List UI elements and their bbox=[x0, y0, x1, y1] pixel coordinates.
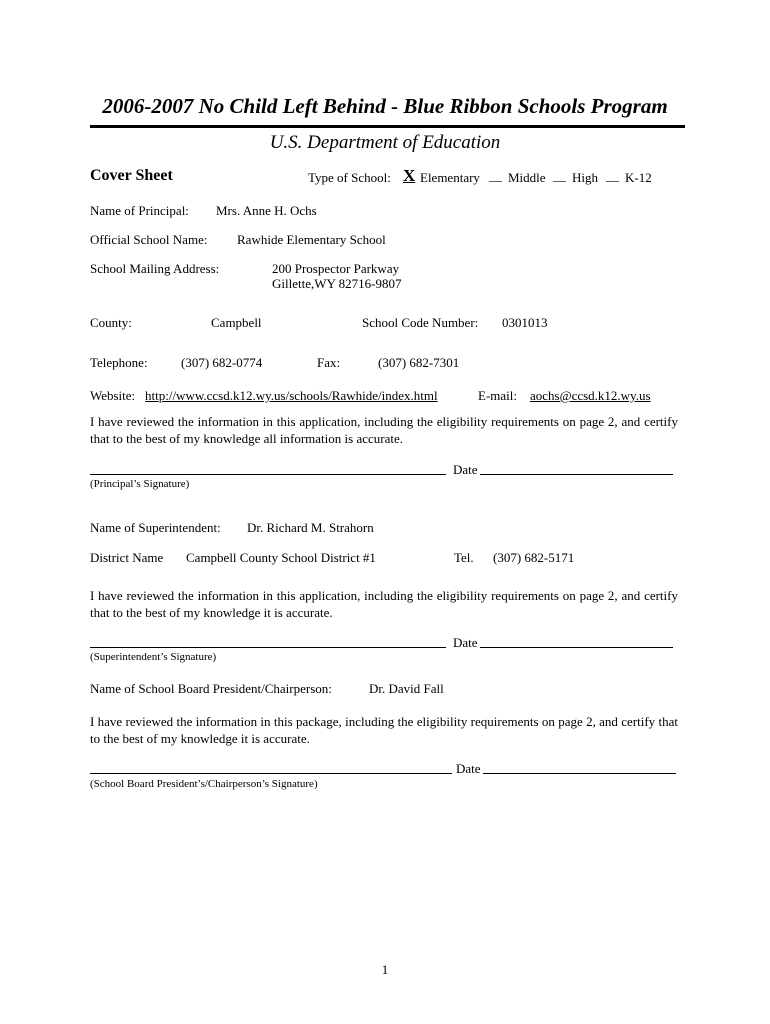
mailing-address-line1: 200 Prospector Parkway bbox=[272, 261, 400, 276]
district-tel-label: Tel. bbox=[454, 550, 474, 565]
cover-sheet-heading: Cover Sheet bbox=[90, 167, 173, 184]
superintendent-name-label: Name of Superintendent: bbox=[90, 520, 221, 535]
superintendent-date-line[interactable] bbox=[480, 647, 673, 648]
board-certification-text: I have reviewed the information in this package, including the eligibility requirements on page 2, and certify that to the best of my knowledge it is accurate. bbox=[90, 714, 678, 746]
county-label: County: bbox=[90, 315, 132, 330]
superintendent-date-label: Date bbox=[453, 635, 478, 650]
principal-date-label: Date bbox=[453, 462, 478, 477]
principal-name-value: Mrs. Anne H. Ochs bbox=[216, 203, 317, 218]
county-value: Campbell bbox=[211, 315, 262, 330]
superintendent-signature-caption: (Superintendent’s Signature) bbox=[90, 651, 217, 663]
telephone-label: Telephone: bbox=[90, 355, 148, 370]
fax-label: Fax: bbox=[317, 355, 341, 370]
school-type-label: Type of School: bbox=[308, 170, 391, 185]
school-type-middle-blank: __ bbox=[489, 168, 502, 183]
superintendent-certification-text: I have reviewed the information in this application, including the eligibility requirements on page 2, and certify that to the best of my knowledge it is accurate. bbox=[90, 588, 678, 620]
school-type-k12-blank: __ bbox=[606, 168, 619, 183]
school-type-middle: Middle bbox=[508, 170, 546, 185]
fax-value: (307) 682-7301 bbox=[378, 355, 460, 370]
principal-date-line[interactable] bbox=[480, 474, 673, 475]
principal-signature-caption: (Principal’s Signature) bbox=[90, 478, 190, 490]
principal-signature-line[interactable] bbox=[90, 474, 446, 475]
board-date-label: Date bbox=[456, 761, 481, 776]
mailing-address-label: School Mailing Address: bbox=[90, 261, 220, 276]
school-type-mark: X bbox=[403, 166, 416, 185]
district-name-value: Campbell County School District #1 bbox=[186, 550, 376, 565]
superintendent-signature-line[interactable] bbox=[90, 647, 446, 648]
district-name-label: District Name bbox=[90, 550, 164, 565]
school-name-label: Official School Name: bbox=[90, 232, 208, 247]
school-code-label: School Code Number: bbox=[362, 315, 479, 330]
email-label: E-mail: bbox=[478, 388, 517, 403]
school-name-value: Rawhide Elementary School bbox=[237, 232, 386, 247]
website-link[interactable]: http://www.ccsd.k12.wy.us/schools/Rawhide/index.html bbox=[145, 388, 438, 403]
document-subtitle: U.S. Department of Education bbox=[269, 132, 501, 153]
school-type-high: High bbox=[572, 170, 598, 185]
board-president-value: Dr. David Fall bbox=[369, 681, 444, 696]
school-type-elementary: Elementary bbox=[420, 170, 480, 185]
principal-name-label: Name of Principal: bbox=[90, 203, 189, 218]
mailing-address-line2: Gillette,WY 82716-9807 bbox=[272, 276, 402, 291]
page-number: 1 bbox=[381, 962, 389, 977]
website-label: Website: bbox=[90, 388, 136, 403]
district-tel-value: (307) 682-5171 bbox=[493, 550, 575, 565]
board-date-line[interactable] bbox=[483, 773, 676, 774]
superintendent-name-value: Dr. Richard M. Strahorn bbox=[247, 520, 374, 535]
email-link[interactable]: aochs@ccsd.k12.wy.us bbox=[530, 388, 651, 403]
principal-certification-text: I have reviewed the information in this application, including the eligibility requirements on page 2, and certify that to the best of my knowledge all information is accurate. bbox=[90, 414, 678, 446]
telephone-value: (307) 682-0774 bbox=[181, 355, 263, 370]
school-type-high-blank: __ bbox=[553, 168, 566, 183]
school-code-value: 0301013 bbox=[502, 315, 548, 330]
board-signature-line[interactable] bbox=[90, 773, 452, 774]
board-signature-caption: (School Board President’s/Chairperson’s Signature) bbox=[90, 778, 318, 790]
school-type-k12: K-12 bbox=[625, 170, 652, 185]
document-title: 2006-2007 No Child Left Behind - Blue Ribbon Schools Program bbox=[102, 94, 668, 118]
board-president-label: Name of School Board President/Chairperson: bbox=[90, 681, 332, 696]
title-rule bbox=[90, 125, 685, 128]
